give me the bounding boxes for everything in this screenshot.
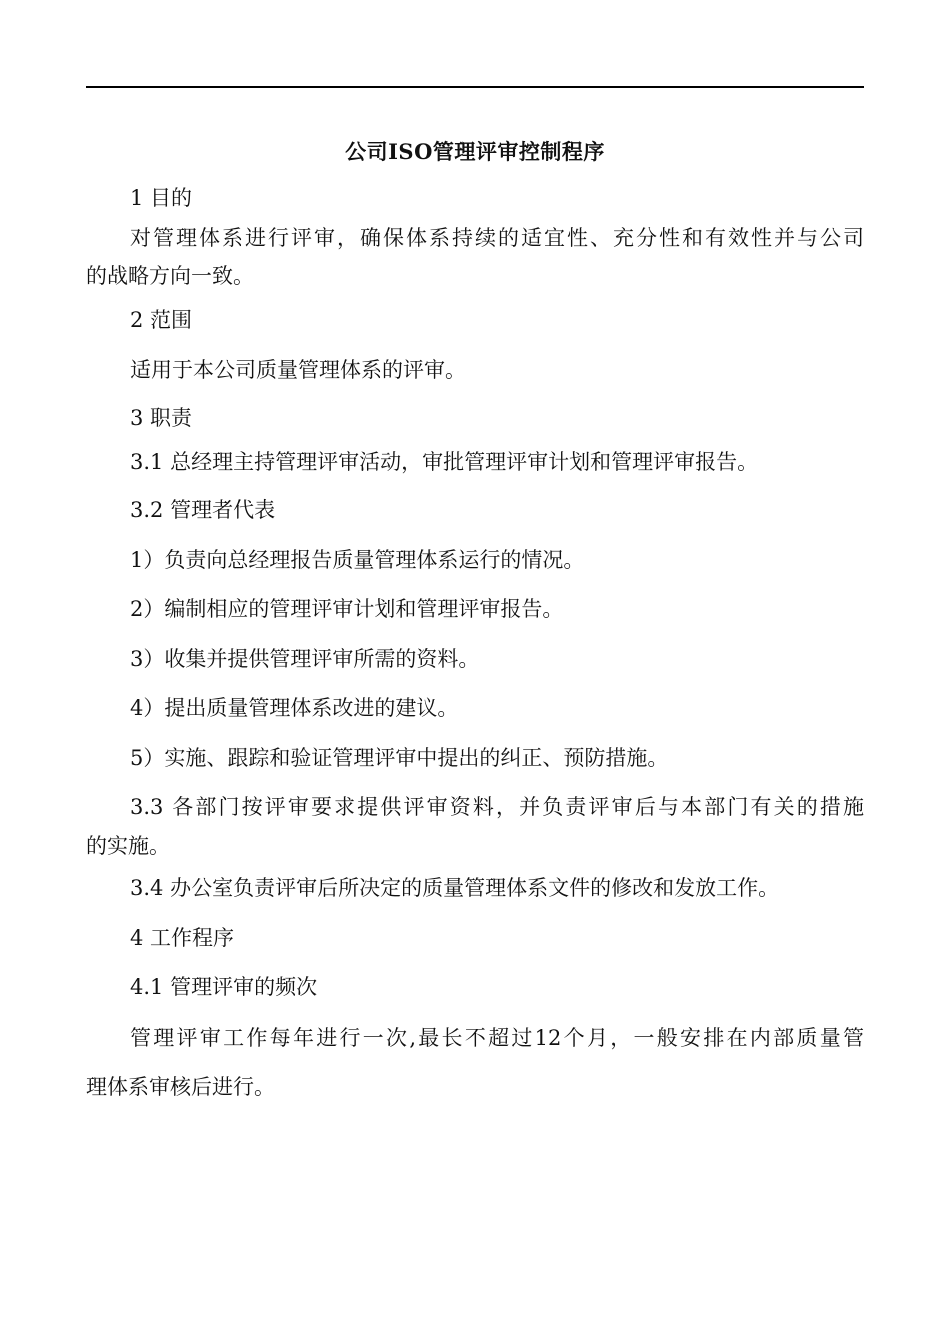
clause-3-2: 3.2 管理者代表 — [130, 498, 276, 522]
list-item-1: 1）负责向总经理报告质量管理体系运行的情况。 — [130, 548, 585, 572]
list-item-4: 4）提出质量管理体系改进的建议。 — [130, 696, 459, 720]
header-rule — [86, 86, 864, 88]
section-heading-procedure: 4 工作程序 — [130, 926, 235, 950]
paragraph-frequency-line-2: 理体系审核后进行。 — [86, 1075, 275, 1099]
clause-3-1: 3.1 总经理主持管理评审活动，审批管理评审计划和管理评审报告。 — [130, 450, 759, 474]
section-heading-responsibilities: 3 职责 — [130, 406, 193, 430]
paragraph-scope: 适用于本公司质量管理体系的评审。 — [130, 358, 466, 382]
list-item-3: 3）收集并提供管理评审所需的资料。 — [130, 647, 480, 671]
paragraph-purpose-line-1: 对管理体系进行评审，确保体系持续的适宜性、充分性和有效性并与公司 — [130, 226, 864, 250]
paragraph-purpose-line-2: 的战略方向一致。 — [86, 264, 254, 288]
list-item-5: 5）实施、跟踪和验证管理评审中提出的纠正、预防措施。 — [130, 746, 669, 770]
clause-4-1: 4.1 管理评审的频次 — [130, 975, 318, 999]
section-heading-purpose: 1 目的 — [130, 186, 193, 210]
clause-3-3-line-1: 3.3 各部门按评审要求提供评审资料，并负责评审后与本部门有关的措施 — [130, 795, 864, 819]
list-item-2: 2）编制相应的管理评审计划和管理评审报告。 — [130, 597, 564, 621]
document-title: 公司ISO管理评审控制程序 — [345, 139, 605, 164]
clause-3-4: 3.4 办公室负责评审后所决定的质量管理体系文件的修改和发放工作。 — [130, 876, 780, 900]
clause-3-3-line-2: 的实施。 — [86, 834, 170, 858]
section-heading-scope: 2 范围 — [130, 308, 193, 332]
paragraph-frequency-line-1: 管理评审工作每年进行一次,最长不超过12个月，一般安排在内部质量管 — [130, 1026, 864, 1050]
